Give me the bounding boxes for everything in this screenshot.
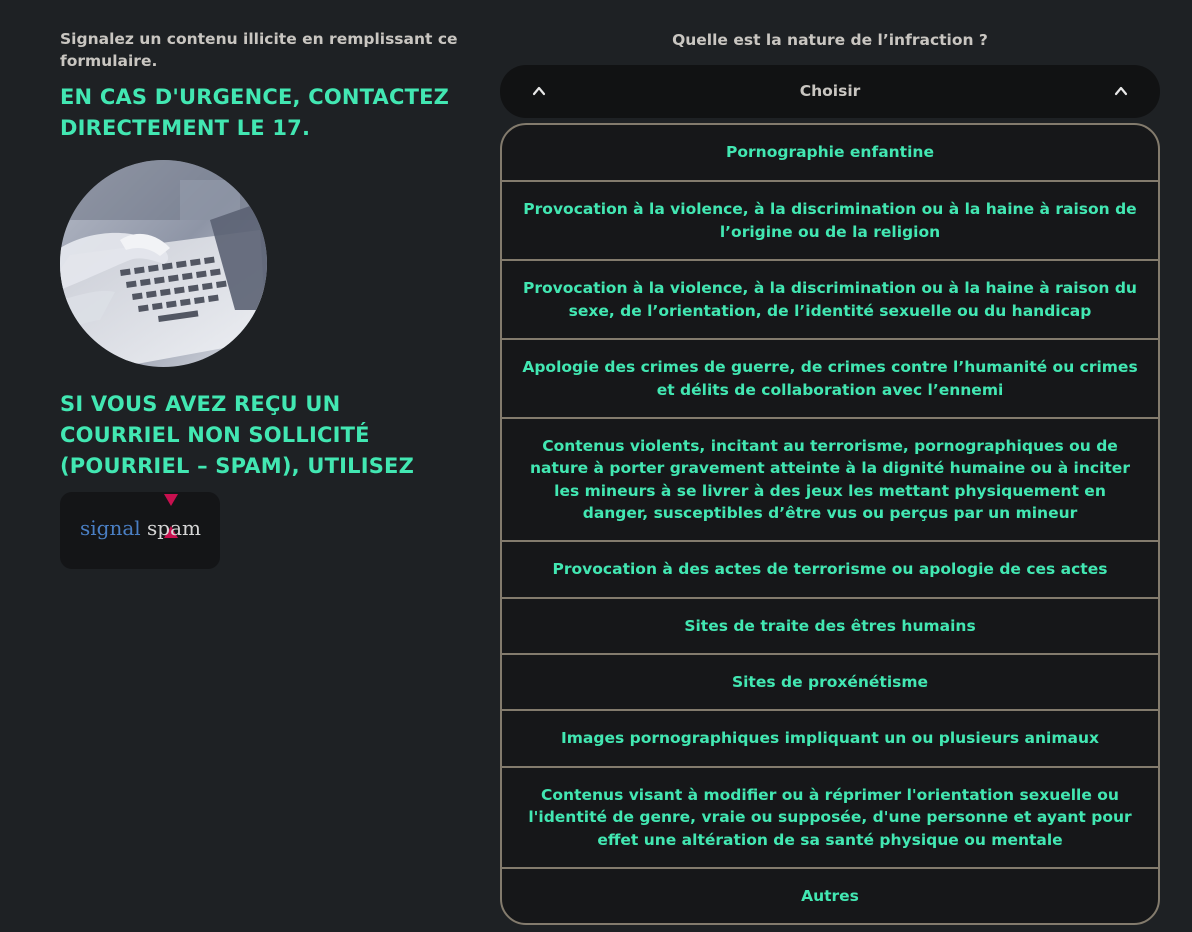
intro-text: Signalez un contenu illicite en remplissant ce formulaire. xyxy=(60,30,458,70)
select-label: Choisir xyxy=(799,82,861,100)
option-contenus-violents[interactable]: Contenus violents, incitant au terrorisme, pornographiques ou de nature à porter gravement atteinte à la dignité humaine ou à inciter les mineurs à se livrer à des jeux les mettant physiquement en danger, susceptibles d’être vus ou perçus par un mineur xyxy=(502,419,1158,542)
logo-word-spam: spam xyxy=(147,516,201,540)
infraction-select[interactable] xyxy=(500,65,1160,118)
option-provocation-terrorisme[interactable]: Provocation à des actes de terrorisme ou apologie de ces actes xyxy=(502,542,1158,599)
emergency-notice: EN CAS D'URGENCE, CONTACTEZ DIRECTEMENT LE 17. xyxy=(60,85,450,140)
infraction-form xyxy=(500,28,1160,925)
option-apologie-crimes-guerre[interactable]: Apologie des crimes de guerre, de crimes contre l’humanité ou crimes et délits de collaboration avec l’ennemi xyxy=(502,340,1158,419)
laptop-hands-illustration xyxy=(60,160,267,367)
option-autres[interactable]: Autres xyxy=(801,886,859,905)
option-therapies-conversion[interactable]: Contenus visant à modifier ou à réprimer l'orientation sexuelle ou l'identité de genre, vraie ou supposée, d'une personne et ayant pour effet une altération de sa santé physique ou mentale xyxy=(502,768,1158,869)
infraction-options-list xyxy=(500,123,1160,925)
option-proxenetisme[interactable]: Sites de proxénétisme xyxy=(502,655,1158,711)
chevron-up-icon xyxy=(1112,82,1130,100)
laptop-typing-photo xyxy=(60,160,267,367)
option-images-animaux[interactable]: Images pornographiques impliquant un ou plusieurs animaux xyxy=(502,711,1158,768)
infraction-question: Quelle est la nature de l’infraction ? xyxy=(672,31,988,49)
logo-word-signal: signal xyxy=(80,516,141,540)
option-provocation-sexe-orientation[interactable]: Provocation à la violence, à la discrimination ou à la haine à raison du sexe, de l’orientation, de l’identité sexuelle ou du handicap xyxy=(502,261,1158,340)
option-pornographie-enfantine[interactable]: Pornographie enfantine xyxy=(502,125,1158,182)
spam-heading: SI VOUS AVEZ REÇU UN COURRIEL NON SOLLICITÉ (POURRIEL – SPAM), UTILISEZ xyxy=(60,392,415,478)
info-column xyxy=(60,28,460,569)
signal-spam-logo-link[interactable] xyxy=(60,492,220,569)
option-provocation-origine-religion[interactable]: Provocation à la violence, à la discrimination ou à la haine à raison de l’origine ou de la religion xyxy=(502,182,1158,261)
option-traite-etres-humains[interactable]: Sites de traite des êtres humains xyxy=(502,599,1158,655)
